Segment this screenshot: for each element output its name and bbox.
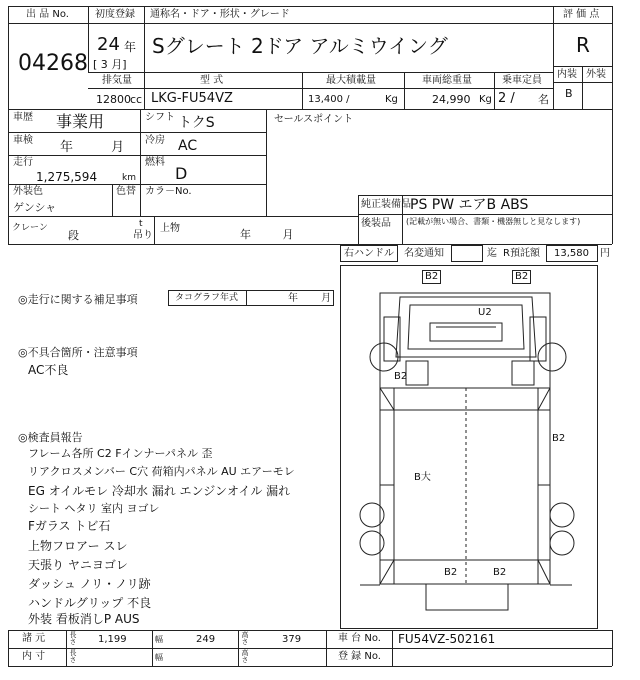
year-unit: 年 — [124, 40, 137, 54]
gross-weight-value: 24,990 — [432, 93, 471, 106]
max-load-label: 最大積載量 — [326, 75, 376, 86]
aftermarket-note: (記載が無い場合、書類・機器無しと見なします) — [406, 217, 581, 226]
length-label: 長さ — [69, 631, 77, 645]
model-code-label: 型 式 — [200, 75, 224, 86]
damage-mark: B2 — [512, 270, 531, 284]
mileage-label: 走行 — [13, 157, 33, 168]
interior-label: 内装 — [557, 69, 577, 80]
inspector-line: Fガラス トビ石 — [28, 519, 111, 533]
model-description: Sグレート 2ドア アルミウイング — [152, 34, 448, 58]
tachograph-label: タコグラフ年式 — [175, 293, 239, 303]
r-mileage-unit: 円 — [600, 248, 610, 259]
equipment-label: 純正装備品 — [361, 199, 411, 210]
max-load-unit: Kg — [385, 94, 398, 105]
inspection-label: 車検 — [13, 135, 33, 146]
inspector-line: フレーム各所 C2 Fインナーパネル 歪 — [28, 447, 213, 460]
ac-value: AC — [178, 138, 198, 154]
aftermarket-label: 後装品 — [361, 218, 391, 229]
history-label: 車歴 — [13, 112, 33, 123]
capacity-label: 乗車定員 — [502, 75, 542, 86]
gross-weight-label: 車両総重量 — [422, 75, 472, 86]
sales-point-label: セールスポイント — [274, 114, 354, 125]
width-value: 249 — [196, 634, 216, 645]
exterior-label: 外装 — [586, 69, 606, 80]
model-desc-label: 通称名・ドア・形状・グレード — [150, 9, 290, 20]
color-no-label: カラ－No. — [145, 186, 192, 197]
damage-mark: B2 — [552, 433, 566, 444]
lift-label: 上物 — [160, 223, 180, 234]
chassis-value: FU54VZ-502161 — [398, 632, 496, 646]
r-mileage-value: 13,580 — [554, 248, 589, 259]
first-reg-year: 24 — [97, 34, 120, 55]
first-reg-month: [ 3 月] — [93, 58, 127, 71]
displacement-label: 排気量 — [102, 75, 132, 86]
crane-label: クレーン — [12, 223, 48, 233]
displacement-value: 12800 — [96, 93, 131, 106]
score-value: R — [576, 33, 590, 57]
inspector-line: 天張り ヤニヨゴレ — [28, 558, 128, 572]
length-label: 長さ — [69, 649, 77, 663]
inner-dim-label: 内 寸 — [22, 651, 46, 662]
damage-mark: B2 — [444, 567, 458, 578]
inspection-value: 年 月 — [60, 140, 125, 155]
model-code-value: LKG-FU54VZ — [151, 91, 233, 106]
shift-value: トクS — [178, 115, 215, 131]
max-load-value: 13,400 / — [308, 94, 350, 105]
name-change-box — [451, 245, 483, 262]
fuel-value: D — [175, 164, 188, 183]
history-value: 事業用 — [56, 112, 105, 131]
steering-value: 右ハンドル — [344, 248, 394, 259]
name-change-label: 名変通知 — [404, 248, 444, 259]
tachograph-value: 年 月 — [288, 293, 332, 304]
capacity-unit: 名 — [538, 93, 549, 106]
deadline-label: 迄 — [487, 248, 497, 259]
inspector-line: 外装 看板消しP AUS — [28, 612, 140, 626]
defects-title: ◎不具合箇所・注意事項 — [18, 346, 138, 359]
displacement-unit: cc — [130, 93, 143, 106]
inspector-line: EG オイルモレ 冷却水 漏れ エンジンオイル 漏れ — [28, 484, 291, 498]
equipment-value: PS PW エアB ABS — [410, 197, 529, 213]
score-label: 評 価 点 — [563, 9, 600, 20]
fuel-label: 燃料 — [145, 157, 165, 168]
chassis-label: 車 台 No. — [338, 633, 381, 644]
crane-stage-label: 段 — [68, 229, 79, 242]
damage-mark: U2 — [478, 307, 492, 318]
damage-mark: B2 — [493, 567, 507, 578]
length-value: 1,199 — [98, 634, 127, 645]
ext-color-value: ゲンシャ — [13, 201, 57, 214]
width-label: 幅 — [155, 653, 163, 662]
crane-ton-label: t — [139, 219, 143, 229]
width-label: 幅 — [155, 635, 163, 644]
damage-mark: B2 — [394, 371, 408, 382]
inspector-line: ハンドルグリップ 不良 — [28, 596, 152, 610]
mileage-unit: km — [122, 173, 136, 183]
specs-label: 諸 元 — [22, 633, 46, 644]
interior-grade: B — [565, 87, 573, 100]
height-label: 高さ — [241, 649, 249, 663]
r-mileage-label: R預託額 — [503, 248, 540, 259]
lot-number: 04268 — [18, 51, 88, 76]
inspector-title: ◎検査員報告 — [18, 431, 83, 444]
supplementary-title: ◎走行に関する補足事項 — [18, 293, 138, 306]
lot-label: 出 品 No. — [26, 9, 69, 20]
inspector-line: ダッシュ ノリ・ノリ跡 — [28, 577, 151, 591]
ac-label: 冷房 — [145, 135, 165, 146]
crane-hook-label: 吊り — [133, 230, 153, 241]
color-change-label: 色替 — [116, 186, 136, 197]
mileage-value: 1,275,594 — [36, 170, 98, 184]
damage-mark: B2 — [422, 270, 441, 284]
inspector-line: シート ヘタリ 室内 ヨゴレ — [28, 502, 160, 515]
damage-mark: B大 — [414, 472, 431, 483]
shift-label: シフト — [145, 112, 175, 123]
truck-outline-svg — [340, 265, 598, 629]
inspector-line: 上物フロアー スレ — [28, 539, 128, 553]
ext-color-label: 外装色 — [13, 186, 43, 197]
height-label: 高さ — [241, 631, 249, 645]
height-value: 379 — [282, 634, 302, 645]
registration-label: 登 録 No. — [338, 651, 381, 662]
defect-line: AC不良 — [28, 363, 69, 377]
capacity-value: 2 / — [498, 91, 515, 106]
inspector-line: リアクロスメンバー C穴 荷箱内パネル AU エアーモレ — [28, 465, 295, 478]
gross-weight-unit: Kg — [479, 94, 492, 105]
lift-date: 年 月 — [240, 228, 294, 241]
first-reg-label: 初度登録 — [95, 9, 135, 20]
